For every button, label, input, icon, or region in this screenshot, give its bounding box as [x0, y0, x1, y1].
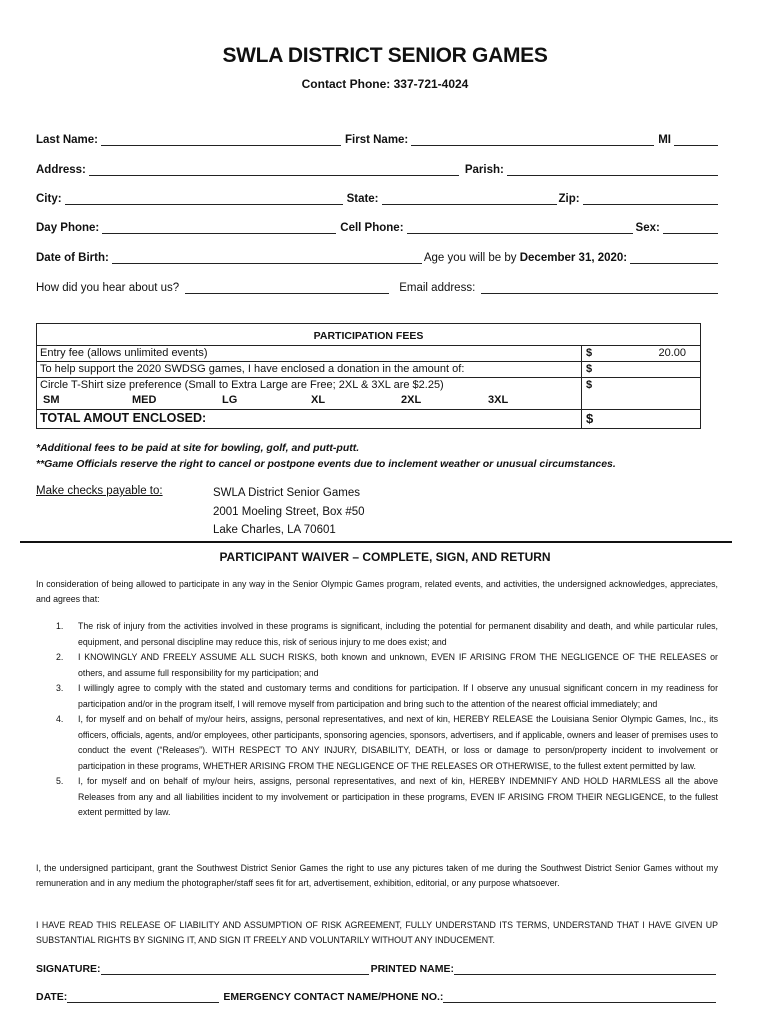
term-text: I willingly agree to comply with the stated and customary terms and conditions for participation. If I observe any unusual significant concern in my readiness for participation and/or in the program itself, I will remove myself from participation and bring such to the attention of the nearest official immediately; and: [78, 683, 718, 709]
last-name-field[interactable]: [101, 133, 341, 146]
phone-row: [36, 218, 718, 234]
checks-payable-label: Make checks payable to:: [36, 485, 163, 497]
photo-release: I, the undersigned participant, grant the Southwest District Senior Games the right to use any pictures taken of me during the Southwest District Senior Games without my remuneration and in any medium the photographer/staff sees fit for art, advertisement, exhibition, editorial, or any purpose whatsoever.: [36, 863, 718, 888]
first-name-field[interactable]: [411, 133, 654, 146]
dob-row: [36, 248, 718, 264]
signature-label: SIGNATURE:: [36, 963, 101, 975]
entry-fee-row: [37, 346, 700, 362]
term-number: 3.: [56, 683, 64, 693]
term-text: The risk of injury from the activities involved in these programs is significant, including the potential for permanent disability and death, and while particular rules, equipment, and personal discipline may reduce this, risk of serious injury to me does exist; and: [78, 621, 718, 647]
age-field[interactable]: [630, 251, 718, 264]
term-text: I, for myself and on behalf of my/our heirs, assigns, personal representatives, and next of kin, HEREBY RELEASE the Louisiana Senior Olympic Games, Inc., its officers, officials, agents, and/or employees, other participants, sponsoring agencies, sponsors, advertisers, and if applicable, owners and leaser of premises uses to conduct the event (“Releases”). WITH RESPECT TO ANY INJURY, DISABILITY, DEATH, or loss or damage to person/property incident to involvement or participation in these programs, WHETHER ARISING FROM THE NEGLIGENCE OF THE RELEASES OR OTHERWISE, to the fullest extent permitted by law.: [78, 714, 718, 771]
hear-label: How did you hear about us?: [36, 282, 180, 294]
tshirt-cell: [37, 378, 582, 409]
printed-name-field[interactable]: [454, 963, 716, 975]
waiver-terms-list: [56, 619, 718, 821]
waiver-term: [56, 650, 718, 681]
name-row: [36, 130, 718, 146]
entry-fee-label: Entry fee (allows unlimited events): [37, 346, 582, 361]
mi-label: MI: [658, 134, 671, 146]
cell-phone-field[interactable]: [407, 221, 633, 234]
size-2xl[interactable]: 2XL: [401, 394, 422, 406]
address-field[interactable]: [89, 163, 459, 176]
waiver-term: [56, 681, 718, 712]
date-label: DATE:: [36, 991, 68, 1003]
parish-label: Parish:: [464, 164, 504, 176]
day-phone-label: Day Phone:: [36, 222, 100, 234]
term-number: 2.: [56, 652, 64, 662]
age-label: [422, 252, 630, 264]
date-row: [36, 988, 716, 1003]
term-number: 4.: [56, 714, 64, 724]
currency-symbol: $: [586, 347, 593, 359]
state-field[interactable]: [382, 192, 557, 205]
participation-fees-table: [36, 323, 701, 429]
zip-field[interactable]: [583, 192, 718, 205]
contact-phone: Contact Phone: 337-721-4024: [301, 77, 469, 91]
donation-row: [37, 362, 700, 378]
state-label: State:: [346, 193, 379, 205]
payee-name: SWLA District Senior Games: [213, 487, 360, 499]
mi-field[interactable]: [674, 133, 718, 146]
emergency-contact-label: EMERGENCY CONTACT NAME/PHONE NO.:: [223, 991, 444, 1003]
entry-fee-amount: 20.00: [658, 347, 686, 359]
waiver-term: [56, 712, 718, 774]
currency-symbol: $: [586, 379, 593, 391]
section-divider: [20, 541, 732, 543]
sex-field[interactable]: [663, 221, 718, 234]
currency-symbol: $: [586, 411, 594, 426]
tshirt-row: [37, 378, 700, 410]
tshirt-amount-field[interactable]: [626, 378, 686, 409]
fees-header: PARTICIPATION FEES: [37, 324, 700, 346]
size-lg[interactable]: LG: [222, 394, 238, 406]
waiver-term: [56, 774, 718, 821]
printed-name-label: PRINTED NAME:: [370, 963, 454, 975]
age-label-prefix: Age you will be by: [423, 252, 520, 264]
currency-symbol: $: [586, 363, 593, 375]
dob-field[interactable]: [112, 251, 422, 264]
address-row: [36, 160, 718, 176]
age-label-date: December 31, 2020:: [519, 252, 628, 264]
size-med[interactable]: MED: [132, 394, 157, 406]
address-label: Address:: [36, 164, 86, 176]
total-amount-field[interactable]: [626, 410, 686, 428]
zip-label: Zip:: [558, 193, 580, 205]
note-cancellation: **Game Officials reserve the right to cancel or postpone events due to inclement weather or unusual circumstances.: [36, 458, 616, 470]
total-row: [37, 410, 700, 428]
email-label: Email address:: [399, 282, 476, 294]
note-additional-fees: *Additional fees to be paid at site for bowling, golf, and putt-putt.: [36, 442, 360, 454]
city-label: City:: [36, 193, 62, 205]
hear-row: [36, 278, 718, 294]
city-field[interactable]: [65, 192, 343, 205]
dob-label: Date of Birth:: [36, 252, 109, 264]
checks-address: [213, 484, 365, 540]
last-name-label: Last Name:: [36, 134, 98, 146]
first-name-label: First Name:: [345, 134, 409, 146]
term-text: I, for myself and on behalf of my/our heirs, assigns, personal representatives, and next of kin, HEREBY INDEMNIFY AND HOLD HARMLESS all the above Releases from any and all liabilities incident to my involvement or participation in these programs, EVEN IF ARISING FROM THEIR NEGLIGENCE, to the fullest extent permitted by law.: [78, 776, 718, 817]
city-row: [36, 189, 718, 205]
agreement-statement: I HAVE READ THIS RELEASE OF LIABILITY AND ASSUMPTION OF RISK AGREEMENT, FULLY UNDERSTAND ITS TERMS, UNDERSTAND THAT I HAVE GIVEN UP SUBSTANTIAL RIGHTS BY SIGNING IT, AND SIGN IT FREELY AND VOLUNTARILY WITHOUT ANY INDUCEMENT.: [36, 920, 718, 945]
payee-street: 2001 Moeling Street, Box #50: [213, 505, 365, 518]
total-label: TOTAL AMOUT ENCLOSED:: [37, 410, 582, 428]
parish-field[interactable]: [507, 163, 718, 176]
size-sm[interactable]: SM: [43, 394, 60, 406]
waiver-title: PARTICIPANT WAIVER – COMPLETE, SIGN, AND RETURN: [219, 550, 551, 564]
tshirt-sizes: [40, 393, 581, 408]
term-text: I KNOWINGLY AND FREELY ASSUME ALL SUCH RISKS, both known and unknown, EVEN IF ARISING FROM THE NEGLIGENCE OF THE RELEASES or others, and assume full responsibility for my participation; and: [78, 652, 718, 678]
signature-field[interactable]: [101, 963, 369, 975]
emergency-contact-field[interactable]: [443, 991, 716, 1003]
hear-field[interactable]: [185, 281, 389, 294]
term-number: 1.: [56, 621, 64, 631]
sex-label: Sex:: [635, 222, 660, 234]
payee-city: Lake Charles, LA 70601: [213, 524, 336, 536]
fee-notes: [36, 440, 616, 472]
size-3xl[interactable]: 3XL: [488, 394, 509, 406]
waiver-intro: In consideration of being allowed to participate in any way in the Senior Olympic Games program, related events, and activities, the undersigned acknowledges, appreciates, and agrees that:: [36, 579, 718, 604]
cell-phone-label: Cell Phone:: [340, 222, 404, 234]
donation-label: To help support the 2020 SWDSG games, I have enclosed a donation in the amount of:: [37, 362, 582, 377]
day-phone-field[interactable]: [102, 221, 336, 234]
email-field[interactable]: [481, 281, 718, 294]
size-xl[interactable]: XL: [311, 394, 326, 406]
term-number: 5.: [56, 776, 64, 786]
signature-row: [36, 960, 716, 975]
form-title: SWLA DISTRICT SENIOR GAMES: [222, 44, 548, 67]
donation-amount-field[interactable]: [626, 362, 686, 377]
date-field[interactable]: [67, 991, 219, 1003]
tshirt-label: Circle T-Shirt size preference (Small to Extra Large are Free; 2XL & 3XL are $2.25): [40, 379, 444, 391]
waiver-term: [56, 619, 718, 650]
